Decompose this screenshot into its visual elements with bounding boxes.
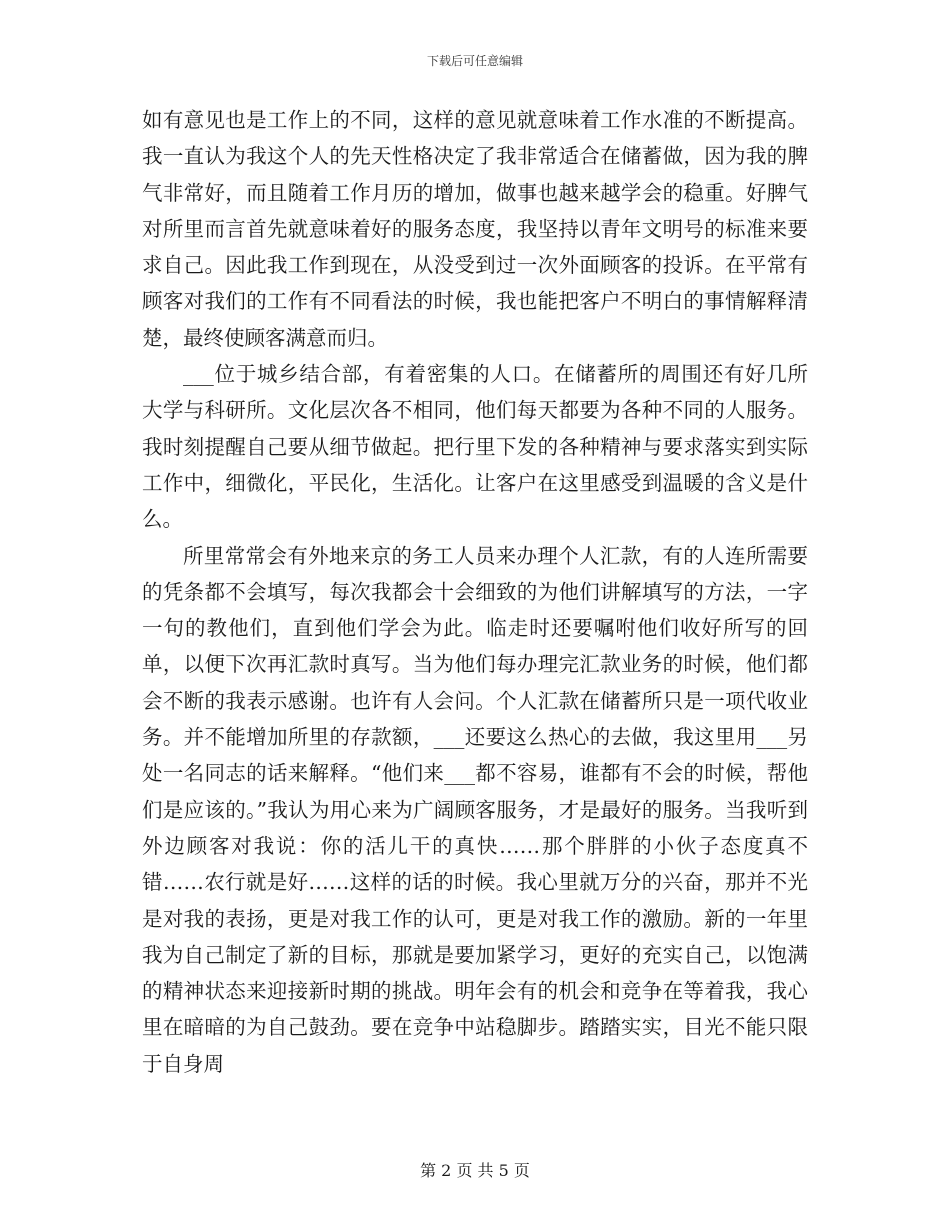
paragraph-3: 所里常常会有外地来京的务工人员来办理个人汇款，有的人连所需要的凭条都不会填写，每次我都会十会细致的为他们讲解填写的方法，一字一句的教他们，直到他们学会为此。临走时还要嘱咐他们收好所写的回单，以便下次再汇款时真写。当为他们每办理完汇款业务的时候，他们都会不断的我表示感谢。也许有人会问。个人汇款在储蓄所只是一项代收业务。并不能增加所里的存款额，___还要这么热心的去做，我这里用___另处一名同志的话来解释。“他们来___都不容易，谁都有不会的时候，帮他们是应该的。”我认为用心来为广阔顾客服务，才是最好的服务。当我听到外边顾客对我说：你的活儿干的真快……那个胖胖的小伙子态度真不错……农行就是好……这样的话的时候。我心里就万分的兴奋，那并不光是对我的表扬，更是对我工作的认可，更是对我工作的激励。新的一年里我为自己制定了新的目标，那就是要加紧学习，更好的充实自己，以饱满的精神状态来迎接新时期的挑战。明年会有的机会和竞争在等着我，我心里在暗暗的为自己鼓劲。要在竞争中站稳脚步。踏踏实实，目光不能只限于自身周 — [142, 543, 808, 1076]
paragraph-2: ___位于城乡结合部，有着密集的人口。在储蓄所的周围还有好几所大学与科研所。文化层次各不相同，他们每天都要为各种不同的人服务。我时刻提醒自己要从细节做起。把行里下发的各种精神与要求落实到实际工作中，细微化，平民化，生活化。让客户在这里感受到温暖的含义是什么。 — [142, 362, 808, 532]
page-footer: 第 2 页 共 5 页 — [420, 1161, 530, 1180]
document-body — [142, 102, 808, 1082]
page-header: 下载后可任意编辑 — [426, 54, 523, 68]
paragraph-1: 如有意见也是工作上的不同，这样的意见就意味着工作水准的不断提高。我一直认为我这个人的先天性格决定了我非常适合在储蓄做，因为我的脾气非常好，而且随着工作月历的增加，做事也越来越学会的稳重。好脾气对所里而言首先就意味着好的服务态度，我坚持以青年文明号的标准来要求自己。因此我工作到现在，从没受到过一次外面顾客的投诉。在平常有顾客对我们的工作有不同看法的时候，我也能把客户不明白的事情解释清楚，最终使顾客满意而归。 — [142, 108, 808, 350]
